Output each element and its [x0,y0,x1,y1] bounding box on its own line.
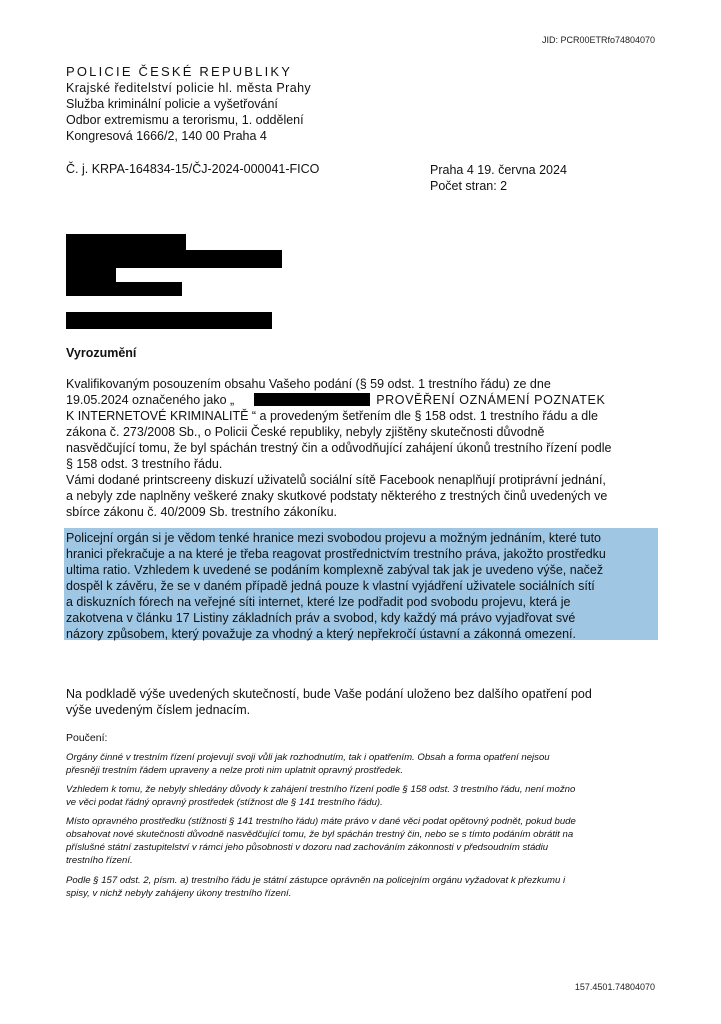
para1-line: a nebyly zde naplněny veškeré znaky skutkové podstaty některého z trestných činů uvedených ve [66,489,608,503]
org-regional-directorate: Krajské ředitelství policie hl. města Prahy [66,81,312,95]
footer-code: 157.4501.74804070 [574,982,655,992]
instruction-2 [66,783,656,809]
instruction-line: obsahovat nové skutečnosti důvodně nasvědčující tomu, že byl spáchán trestný čin, nebo se s tímto podáním obrátit na [66,829,574,840]
document-jid: JID: PCR00ETRfo74804070 [541,35,655,45]
para2-line: Policejní orgán si je vědom tenké hranice mezi svobodou projevu a možným jednáním, které tuto [66,531,602,545]
instruction-line: spisy, v nichž nebyly zahájeny úkony trestního řízení. [66,888,292,899]
para1-line: sbírce zákonu č. 40/2009 Sb. trestního zákoníku. [66,505,337,519]
document-heading: Vyrozumění [66,346,137,360]
para2-line: ultima ratio. Vzhledem k uvedené se podáním komplexně zabýval tak jak je uvedeno výše, načež [66,563,604,577]
redacted-name [254,393,370,406]
para1-line: nasvědčující tomu, že byl spáchán trestný čin a odůvodňující zahájení úkonů trestního řízení podle [66,441,612,455]
redacted-recipient-line-4 [66,282,182,296]
para2-line: hranici překračuje a na které je třeba reagovat prostřednictvím trestního práva, jakožto prostředku [66,547,606,561]
para1-line: Kvalifikovaným posouzením obsahu Vašeho podání (§ 59 odst. 1 trestního řádu) ze dne [66,377,551,391]
para2-line: názory způsobem, který považuje za vhodný a který nepřekročí ústavní a zákonná omezení. [66,627,576,641]
redacted-recipient-line-5 [66,312,272,329]
instruction-line: Orgány činné v trestním řízení projevují svoji vůli jak rozhodnutím, tak i opatřením. Obsah a forma opatření nejsou [66,752,550,763]
instruction-line: přesněji trestním řádem upraveny a nelze proti nim uplatnit opravný prostředek. [66,765,404,776]
org-department: Odbor extremismu a terorismu, 1. oddělení [66,113,304,127]
paragraph-freedom-of-speech[interactable] [66,530,656,642]
org-service: Služba kriminální policie a vyšetřování [66,97,278,111]
instructions-title: Poučení: [66,732,108,744]
instruction-4 [66,874,656,900]
instruction-line: Místo opravného prostředku (stížnosti § 141 trestního řádu) máte právo v dané věci podat opětovný podnět, pokud bude [66,816,576,827]
paragraph-assessment [66,376,656,520]
para1-subject: PROVĚŘENÍ OZNÁMENÍ POZNATEK [376,393,606,407]
place-date-block [430,162,567,194]
para2-line: dospěl k závěru, že se v daném případě jedná pouze k vlastní vyjádření uživatele sociálních sítí [66,579,595,593]
org-address: Kongresová 1666/2, 140 00 Praha 4 [66,129,267,143]
para1-line: zákona č. 273/2008 Sb., o Policii České republiky, nebyly zjištěny skutečnosti důvodně [66,425,545,439]
para3-line: Na podkladě výše uvedených skutečností, bude Vaše podání uloženo bez dalšího opatření pod [66,687,592,701]
instruction-3 [66,815,656,867]
para2-line: a diskuzních fórech na veřejné síti internet, které lze podřadit pod svobodu projevu, která je [66,595,571,609]
para2-line: zakotvena v článku 17 Listiny základních práv a svobod, kdy každý má právo vyjadřovat své [66,611,576,625]
instruction-line: Vzhledem k tomu, že nebyly shledány důvody k zahájení trestního řízení podle § 158 odst. 3 trestního řádu, není možno [66,784,576,795]
organization-header [66,64,311,144]
instruction-line: Podle § 157 odst. 2, písm. a) trestního řádu je státní zástupce oprávněn na policejním orgánu vyžadovat k přezkumu i [66,875,566,886]
para1-line: § 158 odst. 3 trestního řádu. [66,457,223,471]
para1-line: K INTERNETOVÉ KRIMINALITĚ “ a provedeným šetřením dle § 158 odst. 1 trestního řádu a dle [66,409,598,423]
redacted-recipient-line-3 [66,268,116,282]
para1-line: Vámi dodané printscreeny diskuzí uživatelů sociální sítě Facebook nenaplňují protiprávní jednání, [66,473,606,487]
instruction-line: příslušné státní zastupitelství v rámci jeho působnosti v dozoru nad zachováním zákonnosti v předsoudním stádiu [66,842,549,853]
redacted-recipient-line-1 [66,234,186,250]
instruction-1 [66,751,656,777]
instruction-line: ve věci podat řádný opravný prostředek (stížnost dle § 141 trestního řádu). [66,797,383,808]
page-count: Počet stran: 2 [430,179,508,193]
paragraph-conclusion [66,686,656,718]
instruction-line: trestního řízení. [66,855,133,866]
reference-number: Č. j. KRPA-164834-15/ČJ-2024-000041-FICO [66,162,320,176]
para1-date-label: 19.05.2024 označeného jako „ [66,393,235,407]
org-name: POLICIE ČESKÉ REPUBLIKY [66,64,293,79]
place-date: Praha 4 19. června 2024 [430,163,567,177]
para3-line: výše uvedeným číslem jednacím. [66,703,251,717]
para1-line [66,392,656,408]
redacted-recipient-line-2 [66,250,282,268]
